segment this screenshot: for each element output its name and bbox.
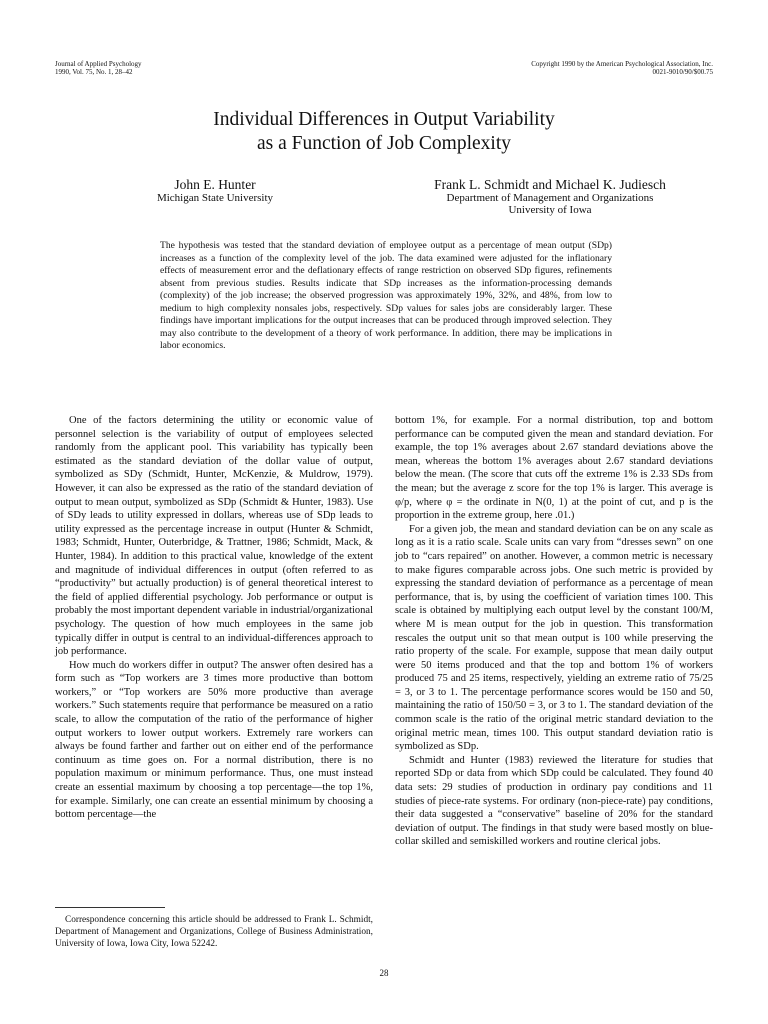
issn-code: 0021-9010/90/$00.75: [652, 68, 713, 76]
paragraph: One of the factors determining the utility or economic value of personnel selection is the variability of output of employees selected randomly from the applicant pool. This variability has typically been estimated as the standard deviation of the dollar value of output, symbolized as SDy (Schmidt, Hunter, McKenzie, & Muldrow, 1979). However, it can also be expressed as the ratio of the standard deviation of output to mean output, symbolized as SDp (Schmidt & Hunter, 1983). Use of SDy leads to utility expressed in dollars, whereas use of SDp leads to utility expressed as the percentage increase in output (Hunter & Schmidt, 1983; Schmidt, Hunter, Outerbridge, & Trattner, 1986; Schmidt, Mack, & Hunter, 1984). In addition to this practical value, knowledge of the extent and magnitude of individual differences in output (often referred to as “productivity” but actually production) is of general theoretical interest to the field of applied differential psychology. Job performance or output is probably the most important dependent variable in industrial/organizational psychology. The question of how much employees in the same job typically differ in output is central to an individual-differences approach to job performance.: [55, 415, 373, 658]
copyright-text: Copyright 1990 by the American Psychological Association, Inc.: [531, 60, 713, 68]
page-number: 28: [379, 968, 389, 978]
abstract: The hypothesis was tested that the standard deviation of employee output as a percentage of mean output (SDp) increases as a function of the complexity level of the job. The data examined were adjusted for the inflationary effects of measurement error and the deflationary effects of range restriction on observed SDp figures, refinements absent from previous studies. Results indicate that SDp increases as the information-processing demands (complexity) of the job increase; the observed progression was approximately 19%, 32%, and 48%, from low to medium to high complexity nonsales jobs, respectively. SDp values for sales jobs are considerably larger. These findings have important implications for the output increases that can be produced through improved selection. They may also contribute to the development of a theory of work performance. In addition, there may be implications in labor economics.: [160, 240, 612, 351]
journal-volume: 1990, Vol. 75, No. 1, 28–42: [55, 68, 133, 76]
author-affiliation: Michigan State University: [156, 192, 274, 204]
paragraph: For a given job, the mean and standard deviation can be on any scale as long as it is a ratio scale. Scale units can vary from “dresses sewn” on one job to “cars repaired” on another. However, a common metric is necessary to make figures comparable across jobs. One such metric is provided by expressing the standard deviation of performance as a percentage of mean performance, that is, by using the coefficient of variation times 100. This scale is obtained by multiplying each output level by the constant 100/M, where M is mean output for the job in question. This transformation rescales the output unit so that mean output is 100 while preserving the ratio property of the scale. For example, suppose that mean daily output were 50 items produced and that the top and bottom 1% of workers produced 75 and 25 items, respectively, yielding an extreme ratio of 75/25 = 3, or 3 to 1. The percentage performance scores would be 150 and 50, maintaining the ratio of 150/50 = 3, or 3 to 1. The standard deviation of the common scale is the ratio of the original metric standard deviation to the original metric mean, times 100. This output standard deviation ratio is symbolized as SDp.: [395, 523, 713, 753]
footnote-divider: [55, 907, 165, 908]
journal-name: Journal of Applied Psychology: [55, 60, 142, 68]
paragraph: Schmidt and Hunter (1983) reviewed the literature for studies that reported SDp or data from which SDp could be calculated. They found 40 data sets: 29 studies of production in ordinary pay conditions and 11 studies of piece-rate systems. For ordinary (non-piece-rate) pay conditions, their data suggested a “conservative” baseline of 20% for the standard deviation of output. The findings in that study were based mostly on blue-collar skilled and semiskilled workers and routine clerical jobs.: [395, 754, 713, 848]
paragraph: How much do workers differ in output? The answer often desired has a form such as “Top workers are 3 times more productive than bottom workers,” or “Top workers are 50% more productive than average workers.” Such statements require that performance be measured on a ratio scale, to allow the computation of the ratio of the performance of higher output workers to lower output workers. Extremely rare workers can always be found farther and farther out on either end of the performance continuum as time goes on. For a normal distribution, there is no population maximum or minimum performance. Thus, one must instead create an essential maximum by choosing a top percentage—the top 1%, for example. Similarly, one can create an essential minimum by choosing a bottom percentage—the: [55, 659, 373, 821]
author-name: Frank L. Schmidt and Michael K. Judiesch: [434, 177, 666, 192]
article-title: [0, 108, 768, 156]
author-block-1: [140, 178, 290, 204]
author-name: John E. Hunter: [174, 177, 256, 192]
author-affiliation-2: University of Iowa: [508, 204, 592, 216]
author-block-2: [400, 178, 700, 216]
correspondence-footnote: Correspondence concerning this article should be addressed to Frank L. Schmidt, Department of Management and Organizations, College of Business Administration, University of Iowa, Iowa City, Iowa 52242.: [55, 915, 373, 949]
paragraph: bottom 1%, for example. For a normal distribution, top and bottom performance can be computed given the mean and standard deviation. For example, the top 1% averages about 2.67 standard deviations above the mean, whereas the bottom 1% averages about 2.67 standard deviations below the mean. (The score that cuts off the extreme 1% is 2.33 SDs from the mean; but the average z score for the top 1% is larger. This average is φ/p, where φ = the ordinate in N(0, 1) at the point of cut, and p is the proportion in the extreme group, here .01.): [395, 415, 713, 522]
journal-header: [55, 60, 142, 76]
body-column-left: [55, 414, 373, 822]
title-line-1: Individual Differences in Output Variability: [213, 109, 555, 130]
author-affiliation: Department of Management and Organizations: [446, 192, 654, 204]
body-column-right: [395, 414, 713, 849]
title-line-2: as a Function of Job Complexity: [256, 133, 512, 154]
copyright-header: [531, 60, 713, 76]
